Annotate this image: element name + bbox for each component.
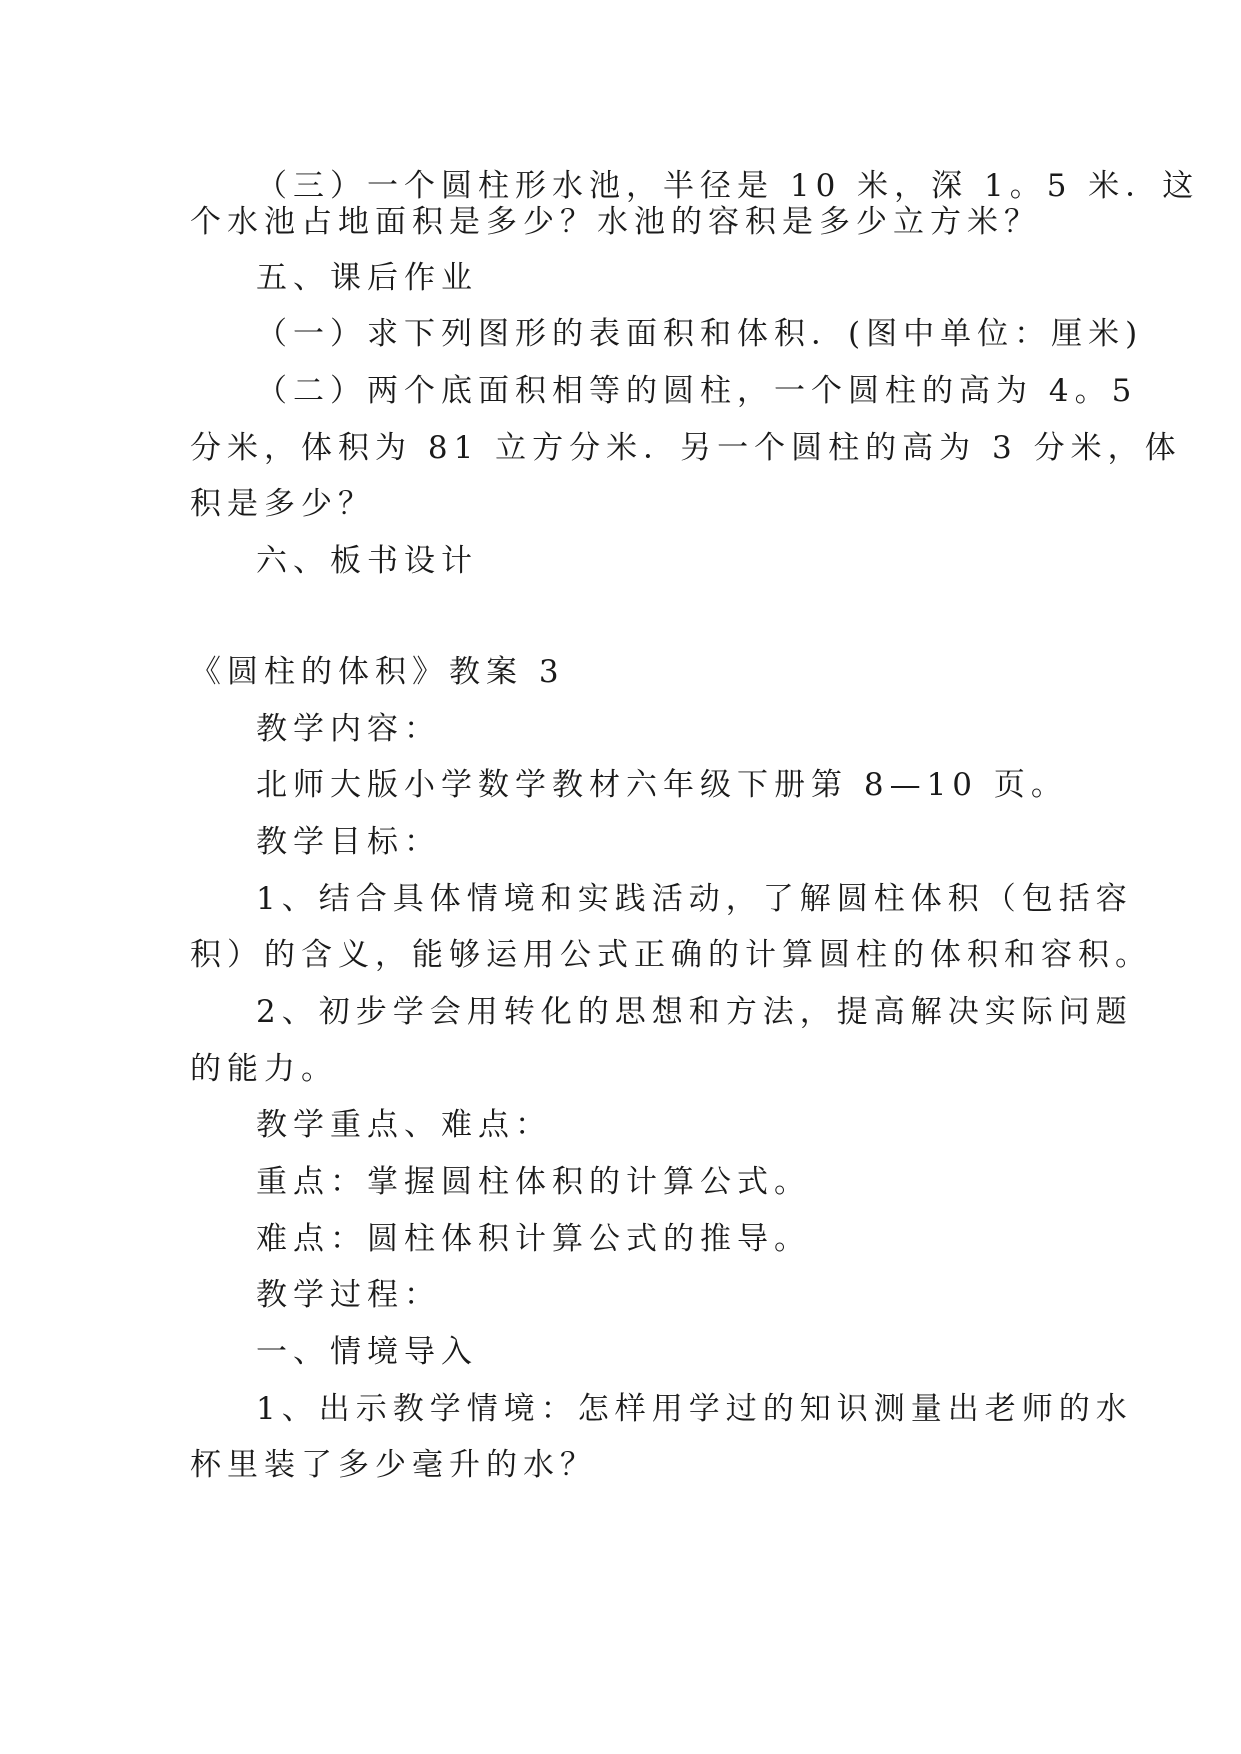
paragraph-line: （三）一个圆柱形水池，半径是 10 米，深 1。5 米．这 bbox=[256, 168, 1200, 204]
section-heading: 教学内容： bbox=[256, 711, 441, 747]
paragraph-line: （一）求下列图形的表面积和体积．(图中单位：厘米) bbox=[256, 316, 1144, 352]
document-title: 《圆柱的体积》教案 3 bbox=[190, 654, 565, 690]
paragraph-line: 的能力。 bbox=[190, 1051, 338, 1087]
paragraph-line: 1、结合具体情境和实践活动，了解圆柱体积（包括容 bbox=[256, 881, 1133, 917]
paragraph-line: 2、初步学会用转化的思想和方法，提高解决实际问题 bbox=[256, 994, 1133, 1030]
section-heading: 教学过程： bbox=[256, 1277, 441, 1313]
paragraph-line: 杯里装了多少毫升的水？ bbox=[190, 1447, 597, 1483]
paragraph-line: 北师大版小学数学教材六年级下册第 8—10 页。 bbox=[256, 767, 1068, 803]
paragraph-line: 难点：圆柱体积计算公式的推导。 bbox=[256, 1221, 811, 1257]
paragraph-line: 重点：掌握圆柱体积的计算公式。 bbox=[256, 1164, 811, 1200]
section-heading: 五、课后作业 bbox=[256, 260, 478, 296]
section-heading: 六、板书设计 bbox=[256, 543, 478, 579]
paragraph-line: 1、出示教学情境：怎样用学过的知识测量出老师的水 bbox=[256, 1391, 1133, 1427]
paragraph-line: 分米，体积为 81 立方分米．另一个圆柱的高为 3 分米，体 bbox=[190, 430, 1182, 466]
paragraph-line: （二）两个底面积相等的圆柱，一个圆柱的高为 4。5 bbox=[256, 373, 1138, 409]
paragraph-line: 积是多少？ bbox=[190, 486, 375, 522]
section-heading: 教学重点、难点： bbox=[256, 1107, 552, 1143]
paragraph-line: 积）的含义，能够运用公式正确的计算圆柱的体积和容积。 bbox=[190, 937, 1152, 973]
paragraph-line: 个水池占地面积是多少？水池的容积是多少立方米？ bbox=[190, 204, 1041, 240]
section-heading: 教学目标： bbox=[256, 824, 441, 860]
section-heading: 一、情境导入 bbox=[256, 1334, 478, 1370]
